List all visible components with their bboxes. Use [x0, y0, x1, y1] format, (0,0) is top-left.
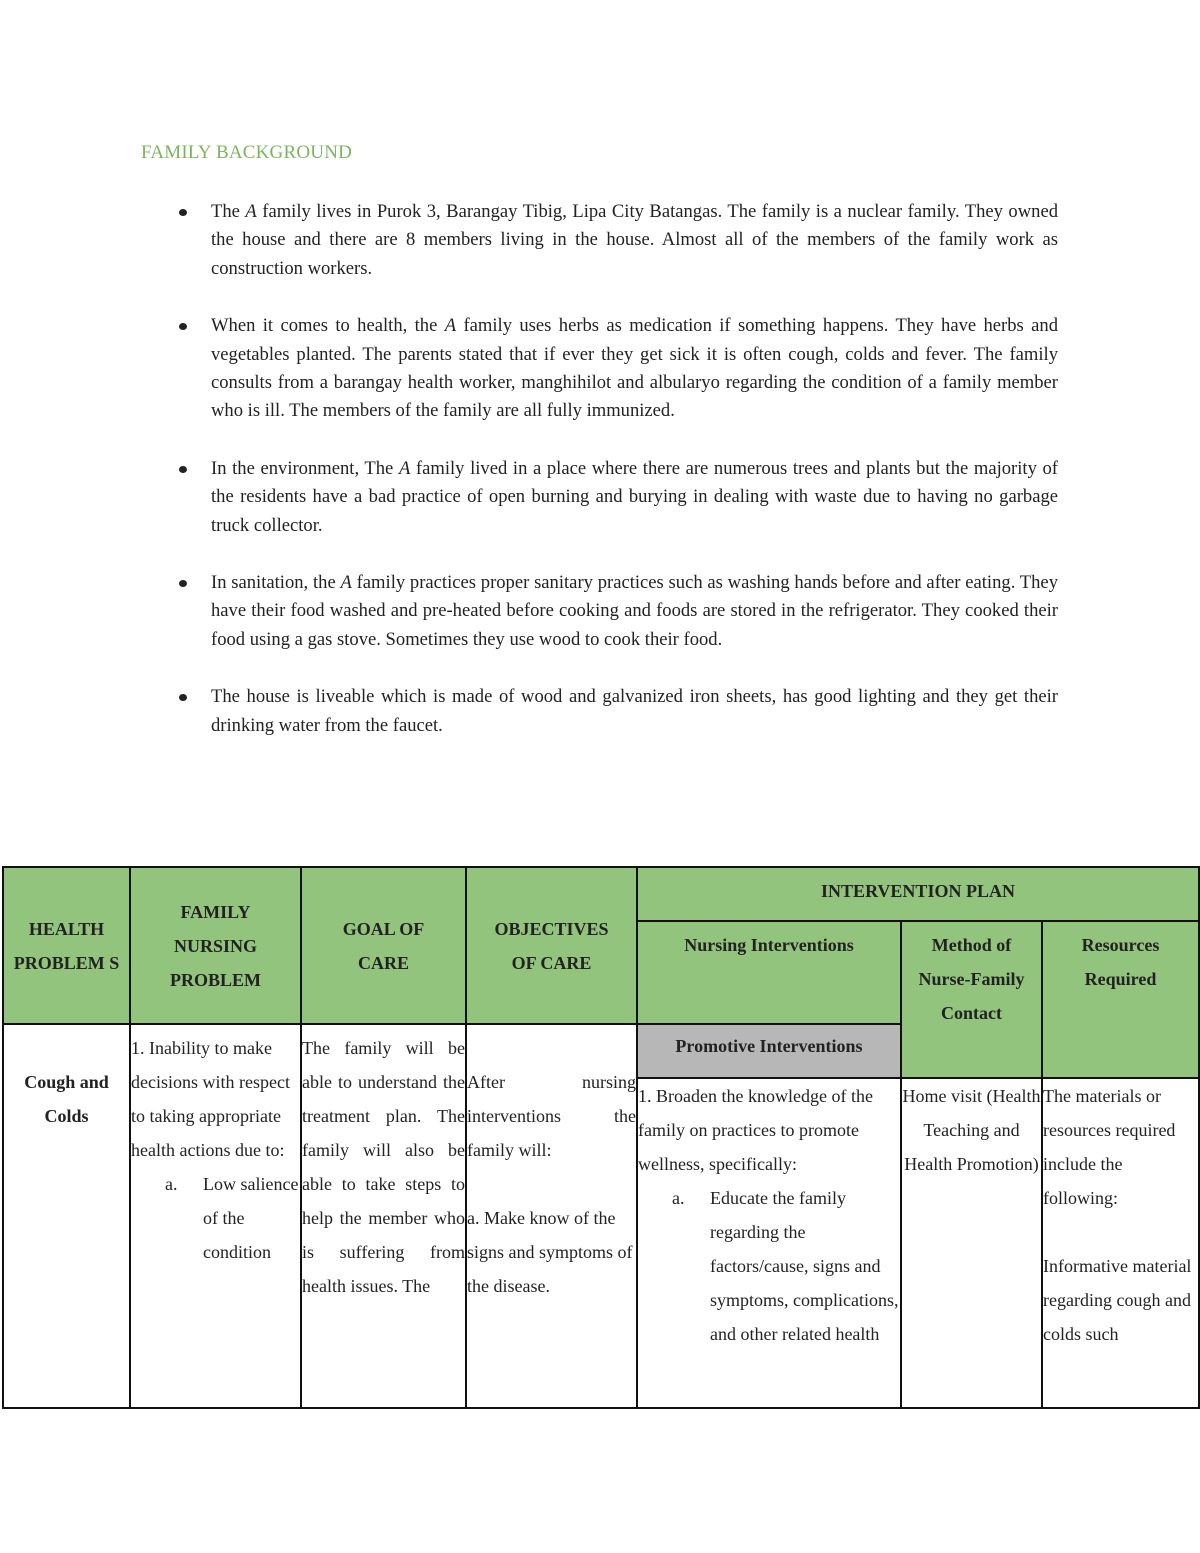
- resources-intro: The materials or resources required include the following:: [1043, 1086, 1176, 1208]
- intervention-intro: 1. Broaden the knowledge of the family on practices to promote wellness, specifically:: [638, 1086, 873, 1174]
- header-resources-required: Resources Required: [1042, 921, 1199, 1078]
- intervention-sub-label: a.: [672, 1188, 685, 1208]
- nursing-care-plan-table: [2, 866, 1200, 1409]
- section-heading: FAMILY BACKGROUND: [141, 142, 353, 163]
- background-item: In the environment, The A family lived in a place where there are numerous trees and plants but the majority of the residents have a bad practice of open burning and burying in dealing with waste due to having no garbage truck collector.: [176, 455, 1058, 540]
- background-item: The A family lives in Purok 3, Barangay Tibig, Lipa City Batangas. The family is a nuclear family. They owned the house and there are 8 members living in the house. Almost all of the members of the family work as construction workers.: [176, 198, 1058, 283]
- nursing-problem-intro: 1. Inability to make decisions with respect to taking appropriate health actions due to:: [131, 1038, 290, 1160]
- header-goal-of-care: GOAL OF CARE: [301, 867, 466, 1024]
- family-background-list: [176, 198, 1058, 769]
- objectives-cell: [466, 1024, 637, 1408]
- health-problem-cell: Cough and Colds: [3, 1024, 130, 1408]
- background-item: When it comes to health, the A family uses herbs as medication if something happens. They have herbs and vegetables planted. The parents stated that if ever they get sick it is often cough, colds and fever. The family consults from a barangay health worker, manghihilot and albularyo regarding the condition of a family member who is ill. The members of the family are all fully immunized.: [176, 312, 1058, 426]
- header-intervention-plan: INTERVENTION PLAN: [637, 867, 1199, 921]
- nursing-interventions-cell: [637, 1078, 901, 1408]
- header-health-problems: HEALTH PROBLEM S: [3, 867, 130, 1024]
- goal-of-care-cell: The family will be able to understand the treatment plan. The family will also be able to take steps to help the member who is suffering from health issues. The: [301, 1024, 466, 1408]
- background-item: The house is liveable which is made of wood and galvanized iron sheets, has good lighting and they get their drinking water from the faucet.: [176, 683, 1058, 740]
- header-method-of-contact: Method of Nurse-Family Contact: [901, 921, 1042, 1078]
- bullet-icon: [179, 323, 187, 330]
- bullet-icon: [179, 209, 187, 216]
- objectives-intro: After nursing interventions the family will:: [467, 1072, 636, 1160]
- bullet-icon: [179, 466, 187, 473]
- header-family-nursing-problem: FAMILY NURSING PROBLEM: [130, 867, 301, 1024]
- promotive-interventions-label: Promotive Interventions: [637, 1024, 901, 1078]
- background-item: In sanitation, the A family practices proper sanitary practices such as washing hands before and after eating. They have their food washed and pre-heated before cooking and foods are stored in the refrigerator. They cooked their food using a gas stove. Sometimes they use wood to cook their food.: [176, 569, 1058, 654]
- bullet-icon: [179, 694, 187, 701]
- nursing-problem-cell: [130, 1024, 301, 1408]
- method-cell: Home visit (Health Teaching and Health Promotion): [901, 1078, 1042, 1408]
- header-objectives-of-care: OBJECTIVES OF CARE: [466, 867, 637, 1024]
- intervention-sub-text: Educate the family regarding the factors/cause, signs and symptoms, complications, and other related health: [710, 1188, 899, 1344]
- nursing-problem-sub-text: Low salience of the condition: [203, 1174, 299, 1262]
- resources-cell: [1042, 1078, 1199, 1408]
- objectives-item: a. Make know of the signs and symptoms of the disease.: [467, 1208, 633, 1296]
- bullet-icon: [179, 580, 187, 587]
- resources-item: Informative material regarding cough and colds such: [1043, 1256, 1192, 1344]
- header-nursing-interventions: Nursing Interventions: [637, 921, 901, 1024]
- nursing-problem-sub-label: a.: [165, 1174, 178, 1194]
